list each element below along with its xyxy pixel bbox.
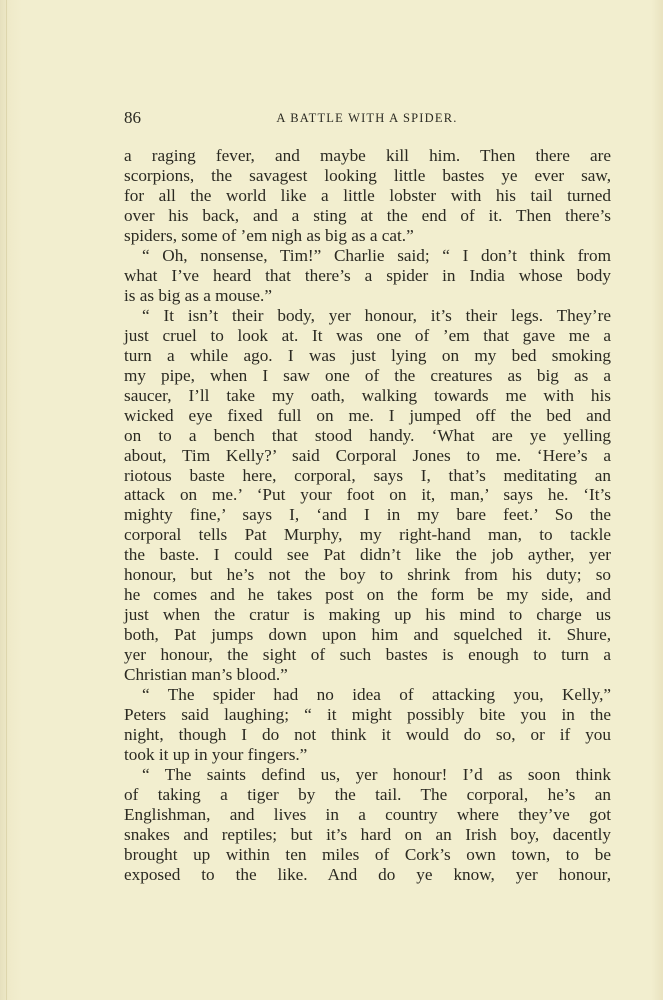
text-line: over his back, and a sting at the end of it. Then there’s xyxy=(124,205,611,225)
text-line: honour, but he’s not the boy to shrink from his duty; so xyxy=(124,565,611,585)
text-line: spiders, some of ’em nigh as big as a cat.” xyxy=(124,225,414,245)
text-line: took it up in your fingers.” xyxy=(124,745,308,765)
text-line: a raging fever, and maybe kill him. Then there are xyxy=(124,146,611,165)
text-line: “ Oh, nonsense, Tim!” Charlie said; “ I don’t think from xyxy=(142,245,611,265)
text-line: what I’ve heard that there’s a spider in India whose body xyxy=(124,265,611,285)
text-line: riotous baste here, corporal, says I, that’s meditating an xyxy=(124,465,611,485)
text-line: both, Pat jumps down upon him and squelched it. Shure, xyxy=(124,625,611,645)
text-line: “ It isn’t their body, yer honour, it’s their legs. They’re xyxy=(142,305,611,325)
text-line: brought up within ten miles of Cork’s own town, to be xyxy=(124,844,611,864)
text-line: “ The saints defind us, yer honour! I’d as soon think xyxy=(142,765,611,785)
page-number: 86 xyxy=(124,108,141,127)
text-line: “ The spider had no idea of attacking you, Kelly,” xyxy=(142,685,611,705)
text-line: saucer, I’ll take my oath, walking towards me with his xyxy=(124,385,611,405)
text-line: Peters said laughing; “ it might possibly bite you in the xyxy=(124,705,611,725)
text-line: night, though I do not think it would do so, or if you xyxy=(124,725,611,745)
text-line: wicked eye fixed full on me. I jumped off the bed and xyxy=(124,405,611,425)
text-line: just when the cratur is making up his mind to charge us xyxy=(124,605,611,625)
running-header: A BATTLE WITH A SPIDER. xyxy=(276,111,458,125)
text-line: the baste. I could see Pat didn’t like the job ayther, yer xyxy=(124,545,611,565)
text-line: corporal tells Pat Murphy, my right-hand man, to tackle xyxy=(124,525,611,545)
text-line: for all the world like a little lobster with his tail turned xyxy=(124,185,611,205)
text-line: on to a bench that stood handy. ‘What are ye yelling xyxy=(124,425,611,445)
body-text xyxy=(124,146,611,885)
text-line: yer honour, the sight of such bastes is enough to turn a xyxy=(124,645,611,665)
text-line: exposed to the like. And do ye know, yer honour, xyxy=(124,864,611,884)
text-line: of taking a tiger by the tail. The corporal, he’s an xyxy=(124,785,611,804)
text-line: attack on me.’ ‘Put your foot on it, man,’ says he. ‘It’s xyxy=(124,485,611,505)
page-edge xyxy=(651,0,663,1000)
text-line: he comes and he takes post on the form be my side, and xyxy=(124,585,611,605)
text-line: about, Tim Kelly?’ said Corporal Jones to me. ‘Here’s a xyxy=(124,445,611,465)
text-line: turn a while ago. I was just lying on my bed smoking xyxy=(124,345,611,365)
text-line: just cruel to look at. It was one of ’em that gave me a xyxy=(124,325,611,345)
text-line: my pipe, when I saw one of the creatures as big as a xyxy=(124,365,611,385)
page-gutter xyxy=(0,0,22,1000)
text-line: Christian man’s blood.” xyxy=(124,665,288,685)
text-line: Englishman, and lives in a country where they’ve got xyxy=(124,804,611,824)
text-line: scorpions, the savagest looking little bastes ye ever saw, xyxy=(124,165,611,185)
text-line: is as big as a mouse.” xyxy=(124,285,272,305)
text-line: snakes and reptiles; but it’s hard on an Irish boy, dacently xyxy=(124,824,611,844)
text-line: mighty fine,’ says I, ‘and I in my bare feet.’ So the xyxy=(124,505,611,525)
